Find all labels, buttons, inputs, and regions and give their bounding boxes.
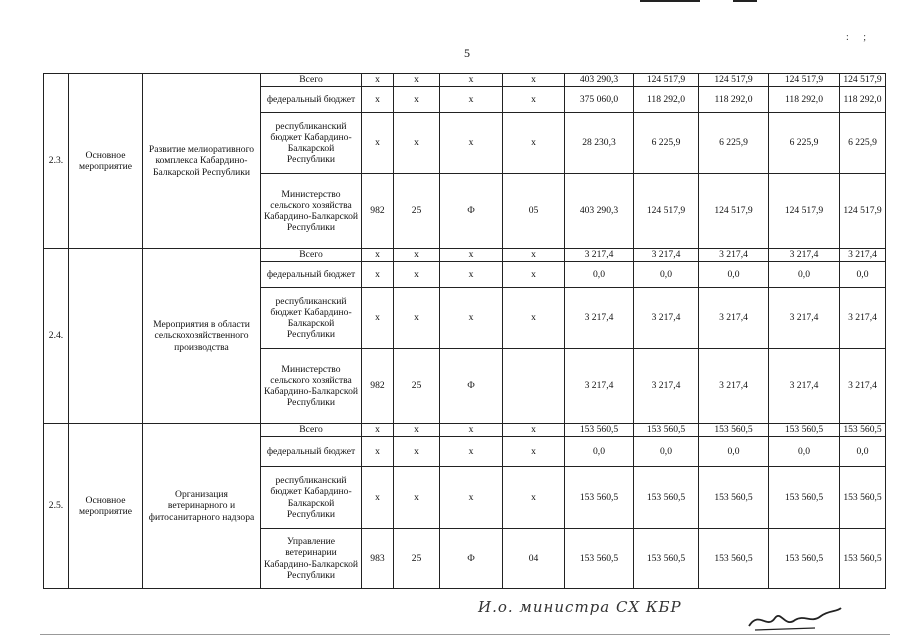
amount-cell: 3 217,4 <box>840 249 886 262</box>
amount-cell: 3 217,4 <box>565 249 634 262</box>
amount-cell: 0,0 <box>840 437 886 467</box>
top-edge-mark-2 <box>733 0 757 2</box>
budget-code-cell: х <box>440 437 503 467</box>
budget-code-cell: х <box>440 288 503 349</box>
amount-cell: 124 517,9 <box>699 174 769 249</box>
amount-cell: 118 292,0 <box>699 87 769 113</box>
amount-cell: 153 560,5 <box>840 529 886 589</box>
activity-type-cell <box>69 249 143 424</box>
amount-cell: 153 560,5 <box>769 529 840 589</box>
budget-code-cell: х <box>394 424 440 437</box>
budget-code-cell: х <box>394 113 440 174</box>
budget-code-cell: х <box>394 288 440 349</box>
amount-cell: 3 217,4 <box>769 249 840 262</box>
budget-code-cell: 04 <box>503 529 565 589</box>
amount-cell: 0,0 <box>840 262 886 288</box>
budget-code-cell: х <box>394 262 440 288</box>
budget-code-cell: 25 <box>394 174 440 249</box>
amount-cell: 6 225,9 <box>699 113 769 174</box>
budget-code-cell: х <box>503 467 565 529</box>
funding-source-cell: Министерство сельского хозяйства Кабардино-Балкарской Республики <box>261 349 362 424</box>
amount-cell: 124 517,9 <box>769 74 840 87</box>
top-edge-mark-1 <box>640 0 700 2</box>
amount-cell: 0,0 <box>565 437 634 467</box>
bottom-edge-line <box>40 634 890 635</box>
amount-cell: 153 560,5 <box>565 424 634 437</box>
amount-cell: 6 225,9 <box>634 113 699 174</box>
amount-cell: 0,0 <box>634 262 699 288</box>
table-row <box>44 249 886 262</box>
amount-cell: 3 217,4 <box>840 349 886 424</box>
funding-source-cell: федеральный бюджет <box>261 437 362 467</box>
budget-code-cell: х <box>503 437 565 467</box>
amount-cell: 375 060,0 <box>565 87 634 113</box>
row-number-cell: 2.5. <box>44 424 69 589</box>
amount-cell: 124 517,9 <box>840 174 886 249</box>
amount-cell: 153 560,5 <box>634 529 699 589</box>
budget-code-cell: 25 <box>394 529 440 589</box>
funding-source-cell: Всего <box>261 74 362 87</box>
budget-code-cell: х <box>362 113 394 174</box>
amount-cell: 124 517,9 <box>840 74 886 87</box>
amount-cell: 153 560,5 <box>634 467 699 529</box>
amount-cell: 403 290,3 <box>565 74 634 87</box>
corner-marks: : ; <box>846 32 873 43</box>
amount-cell: 28 230,3 <box>565 113 634 174</box>
activity-type-cell: Основное мероприятие <box>69 424 143 589</box>
amount-cell: 153 560,5 <box>565 467 634 529</box>
funding-source-cell: республиканский бюджет Кабардино-Балкарской Республики <box>261 113 362 174</box>
amount-cell: 3 217,4 <box>699 288 769 349</box>
row-number-cell: 2.3. <box>44 74 69 249</box>
amount-cell: 0,0 <box>699 437 769 467</box>
budget-code-cell: х <box>440 113 503 174</box>
budget-code-cell: х <box>394 74 440 87</box>
budget-code-cell: х <box>362 87 394 113</box>
funding-source-cell: Всего <box>261 249 362 262</box>
amount-cell: 124 517,9 <box>634 74 699 87</box>
budget-code-cell: 982 <box>362 349 394 424</box>
amount-cell: 153 560,5 <box>565 529 634 589</box>
budget-code-cell: х <box>362 262 394 288</box>
amount-cell: 153 560,5 <box>699 424 769 437</box>
budget-code-cell: Ф <box>440 174 503 249</box>
amount-cell: 3 217,4 <box>769 288 840 349</box>
budget-code-cell: х <box>503 262 565 288</box>
funding-source-cell: республиканский бюджет Кабардино-Балкарской Республики <box>261 288 362 349</box>
budget-code-cell: х <box>362 249 394 262</box>
budget-code-cell: х <box>503 87 565 113</box>
budget-code-cell: х <box>394 87 440 113</box>
budget-code-cell: х <box>503 249 565 262</box>
amount-cell: 3 217,4 <box>634 249 699 262</box>
budget-code-cell <box>503 349 565 424</box>
amount-cell: 153 560,5 <box>840 467 886 529</box>
amount-cell: 118 292,0 <box>840 87 886 113</box>
funding-source-cell: Всего <box>261 424 362 437</box>
budget-code-cell: х <box>503 424 565 437</box>
amount-cell: 118 292,0 <box>769 87 840 113</box>
amount-cell: 6 225,9 <box>769 113 840 174</box>
funding-source-cell: федеральный бюджет <box>261 87 362 113</box>
funding-source-cell: федеральный бюджет <box>261 262 362 288</box>
budget-code-cell: х <box>394 467 440 529</box>
amount-cell: 6 225,9 <box>840 113 886 174</box>
funding-source-cell: Министерство сельского хозяйства Кабардино-Балкарской Республики <box>261 174 362 249</box>
amount-cell: 3 217,4 <box>769 349 840 424</box>
budget-code-cell: х <box>394 437 440 467</box>
amount-cell: 0,0 <box>565 262 634 288</box>
page-number: 5 <box>464 46 470 60</box>
funding-source-cell: республиканский бюджет Кабардино-Балкарской Республики <box>261 467 362 529</box>
amount-cell: 3 217,4 <box>565 288 634 349</box>
amount-cell: 0,0 <box>699 262 769 288</box>
funding-source-cell: Управление ветеринарии Кабардино-Балкарской Республики <box>261 529 362 589</box>
budget-code-cell: 983 <box>362 529 394 589</box>
handwritten-note: И.о. министра СХ КБР <box>478 598 682 616</box>
budget-code-cell: 05 <box>503 174 565 249</box>
amount-cell: 3 217,4 <box>634 349 699 424</box>
signature-mark <box>745 600 845 636</box>
activity-type-cell: Основное мероприятие <box>69 74 143 249</box>
amount-cell: 118 292,0 <box>634 87 699 113</box>
table-row <box>44 74 886 87</box>
budget-code-cell: Ф <box>440 529 503 589</box>
budget-code-cell: х <box>440 249 503 262</box>
activity-name-cell: Организация ветеринарного и фитосанитарного надзора <box>143 424 261 589</box>
amount-cell: 153 560,5 <box>699 529 769 589</box>
amount-cell: 3 217,4 <box>565 349 634 424</box>
budget-code-cell: х <box>362 288 394 349</box>
amount-cell: 0,0 <box>769 437 840 467</box>
activity-name-cell: Мероприятия в области сельскохозяйственного производства <box>143 249 261 424</box>
budget-code-cell: х <box>362 74 394 87</box>
amount-cell: 153 560,5 <box>769 424 840 437</box>
budget-code-cell: х <box>440 87 503 113</box>
budget-code-cell: х <box>503 288 565 349</box>
amount-cell: 0,0 <box>769 262 840 288</box>
budget-code-cell: х <box>440 424 503 437</box>
table-body <box>44 74 886 589</box>
amount-cell: 124 517,9 <box>699 74 769 87</box>
amount-cell: 3 217,4 <box>699 249 769 262</box>
budget-code-cell: х <box>362 437 394 467</box>
amount-cell: 124 517,9 <box>634 174 699 249</box>
budget-code-cell: х <box>394 249 440 262</box>
amount-cell: 153 560,5 <box>634 424 699 437</box>
amount-cell: 403 290,3 <box>565 174 634 249</box>
amount-cell: 3 217,4 <box>840 288 886 349</box>
budget-code-cell: х <box>503 74 565 87</box>
budget-code-cell: х <box>440 74 503 87</box>
activity-name-cell: Развитие мелиоративного комплекса Кабардино-Балкарской Республики <box>143 74 261 249</box>
amount-cell: 0,0 <box>634 437 699 467</box>
budget-table <box>43 73 886 589</box>
amount-cell: 153 560,5 <box>699 467 769 529</box>
amount-cell: 153 560,5 <box>840 424 886 437</box>
budget-code-cell: х <box>440 467 503 529</box>
budget-code-cell: х <box>440 262 503 288</box>
budget-code-cell: х <box>503 113 565 174</box>
amount-cell: 124 517,9 <box>769 174 840 249</box>
budget-code-cell: х <box>362 424 394 437</box>
budget-code-cell: х <box>362 467 394 529</box>
row-number-cell: 2.4. <box>44 249 69 424</box>
amount-cell: 153 560,5 <box>769 467 840 529</box>
budget-code-cell: 982 <box>362 174 394 249</box>
budget-code-cell: 25 <box>394 349 440 424</box>
budget-code-cell: Ф <box>440 349 503 424</box>
amount-cell: 3 217,4 <box>634 288 699 349</box>
table-row <box>44 424 886 437</box>
amount-cell: 3 217,4 <box>699 349 769 424</box>
